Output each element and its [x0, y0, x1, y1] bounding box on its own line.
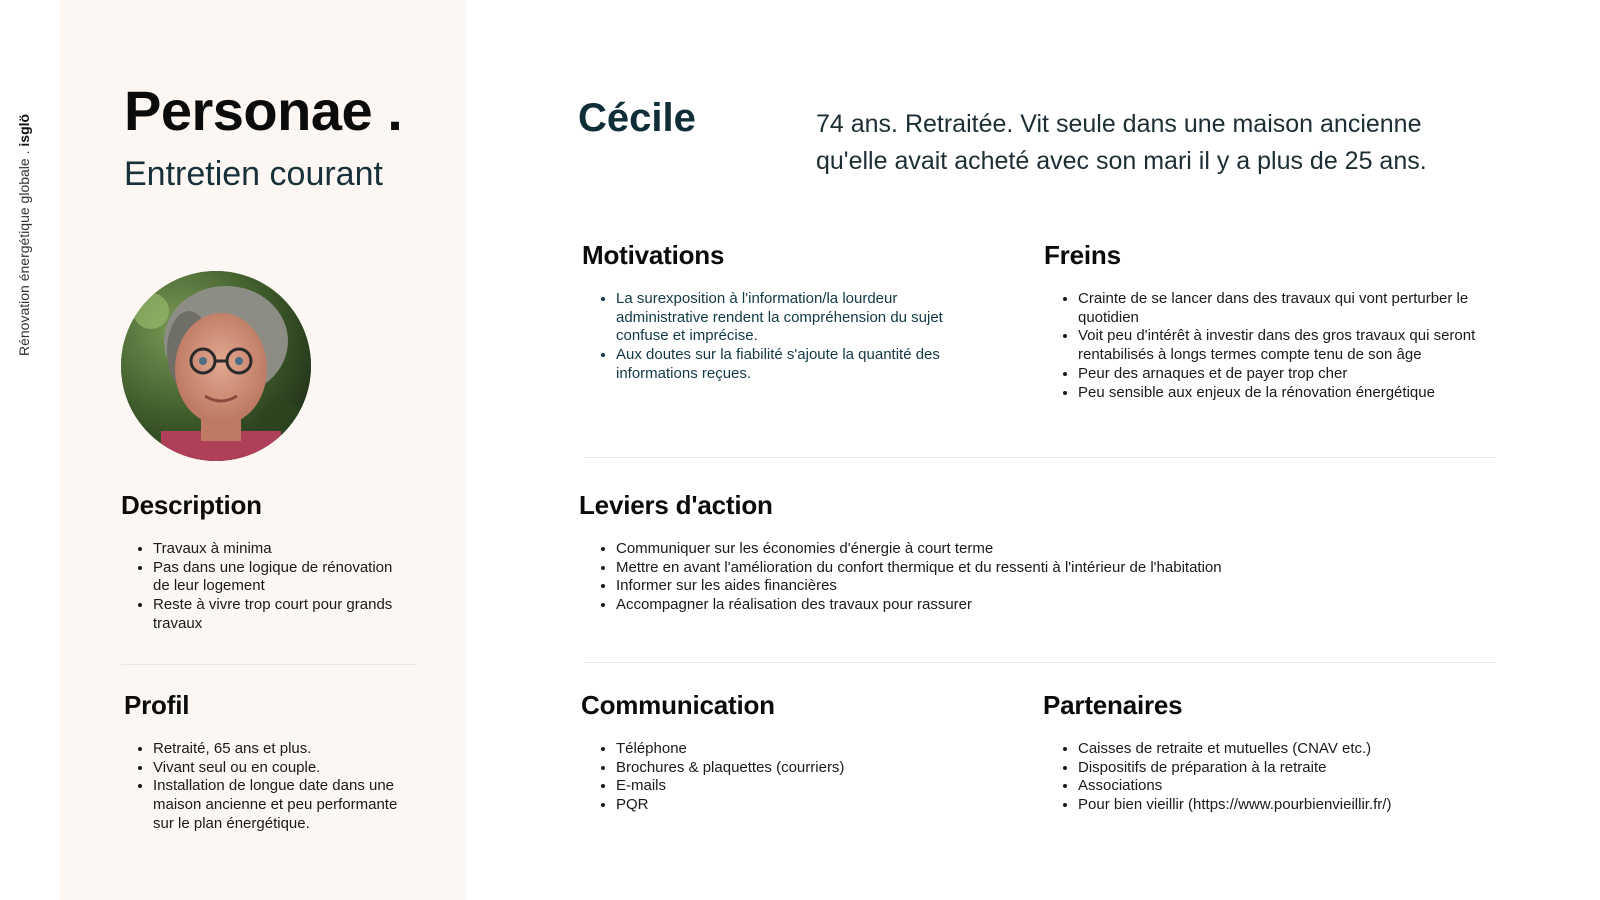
- description-heading: Description: [121, 490, 262, 520]
- divider: [585, 662, 1495, 663]
- list-item: • PQR: [616, 796, 986, 815]
- partenaires-heading: Partenaires: [1043, 690, 1183, 720]
- list-item: • Accompagner la réalisation des travaux pour rassurer: [616, 596, 1516, 615]
- profil-heading: Profil: [124, 690, 190, 720]
- list-item: • Retraité, 65 ans et plus.: [153, 740, 409, 759]
- divider: [585, 457, 1495, 458]
- list-item: • Aux doutes sur la fiabilité s'ajoute la quantité des informations reçues.: [616, 346, 986, 383]
- side-label: [16, 114, 32, 356]
- list-item: • Brochures & plaquettes (courriers): [616, 759, 986, 778]
- side-label-text: Rénovation énergétique globale .: [16, 146, 32, 356]
- list-item: • Reste à vivre trop court pour grands travaux: [153, 596, 393, 633]
- page-subtitle: Entretien courant: [124, 155, 383, 193]
- profil-list: [121, 740, 409, 834]
- persona-avatar: [121, 271, 311, 461]
- motivations-heading: Motivations: [582, 240, 725, 270]
- list-item: • Installation de longue date dans une maison ancienne et peu performante sur le plan énergétique.: [153, 777, 409, 833]
- communication-heading: Communication: [581, 690, 775, 720]
- leviers-list: [584, 540, 1516, 615]
- divider: [121, 664, 417, 665]
- list-item: • Peu sensible aux enjeux de la rénovation énergétique: [1078, 384, 1488, 403]
- list-item: • Peur des arnaques et de payer trop cher: [1078, 365, 1488, 384]
- list-item: • La surexposition à l'information/la lourdeur administrative rendent la compréhension du sujet confuse et imprécise.: [616, 290, 986, 346]
- list-item: • Travaux à minima: [153, 540, 393, 559]
- persona-portrait-icon: [121, 271, 311, 461]
- page-title: Personae .: [124, 79, 403, 142]
- partenaires-list: [1046, 740, 1518, 815]
- list-item: • Voit peu d'intérêt à investir dans des gros travaux qui seront rentabilisés à longs termes compte tenu de son âge: [1078, 327, 1488, 364]
- list-item: • Pas dans une logique de rénovation de leur logement: [153, 559, 393, 596]
- list-item: • Pour bien vieillir (https://www.pourbienvieillir.fr/): [1078, 796, 1518, 815]
- list-item: • Associations: [1078, 777, 1518, 796]
- freins-list: [1046, 290, 1488, 402]
- freins-heading: Freins: [1044, 240, 1121, 270]
- list-item: • Dispositifs de préparation à la retraite: [1078, 759, 1518, 778]
- list-item: • Informer sur les aides financières: [616, 577, 1516, 596]
- brand-name: isglö: [16, 113, 32, 147]
- persona-intro: 74 ans. Retraitée. Vit seule dans une maison ancienne qu'elle avait acheté avec son mari il y a plus de 25 ans.: [816, 110, 1427, 175]
- communication-list: [584, 740, 986, 815]
- list-item: • Communiquer sur les économies d'énergie à court terme: [616, 540, 1516, 559]
- list-item: • E-mails: [616, 777, 986, 796]
- description-list: [121, 540, 393, 634]
- list-item: • Caisses de retraite et mutuelles (CNAV etc.): [1078, 740, 1518, 759]
- list-item: • Téléphone: [616, 740, 986, 759]
- list-item: • Crainte de se lancer dans des travaux qui vont perturber le quotidien: [1078, 290, 1488, 327]
- motivations-list: [584, 290, 986, 384]
- list-item: • Mettre en avant l'amélioration du confort thermique et du ressenti à l'intérieur de l'habitation: [616, 559, 1516, 578]
- list-item: • Vivant seul ou en couple.: [153, 759, 409, 778]
- leviers-heading: Leviers d'action: [579, 490, 773, 520]
- persona-name: Cécile: [578, 96, 696, 140]
